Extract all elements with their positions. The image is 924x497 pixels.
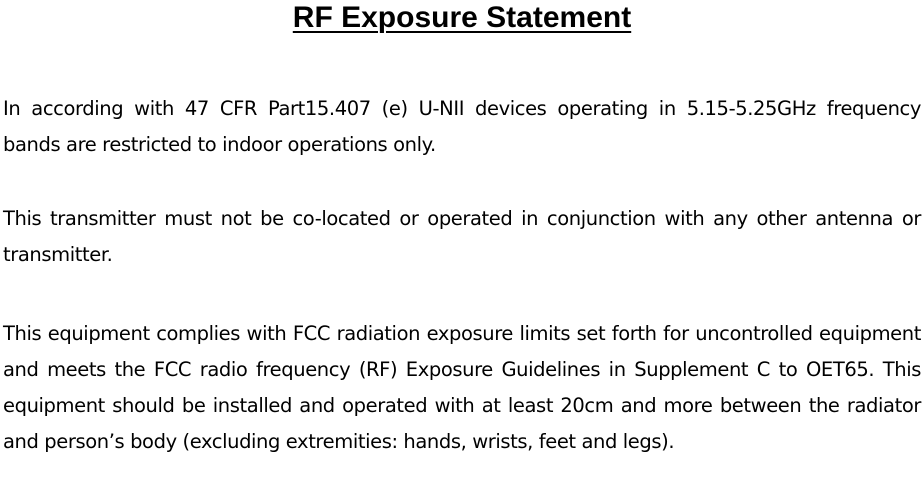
page-title: RF Exposure Statement xyxy=(292,1,632,34)
paragraph-exposure-limits: This equipment complies with FCC radiation exposure limits set forth for uncontrolled equipment and meets the FCC radio frequency (RF) Exposure Guidelines in Supplement C to OET65. This equipment should be installed and operated with at least 20cm and more between the radiator and person’s body (excluding extremities: hands, wrists, feet and legs). xyxy=(3,322,921,453)
paragraph-indoor-restriction: In according with 47 CFR Part15.407 (e) U-NII devices operating in 5.15-5.25GHz frequency bands are restricted to indoor operations only. xyxy=(3,97,921,156)
paragraph-co-location: This transmitter must not be co-located or operated in conjunction with any other antenna or transmitter. xyxy=(3,207,921,266)
